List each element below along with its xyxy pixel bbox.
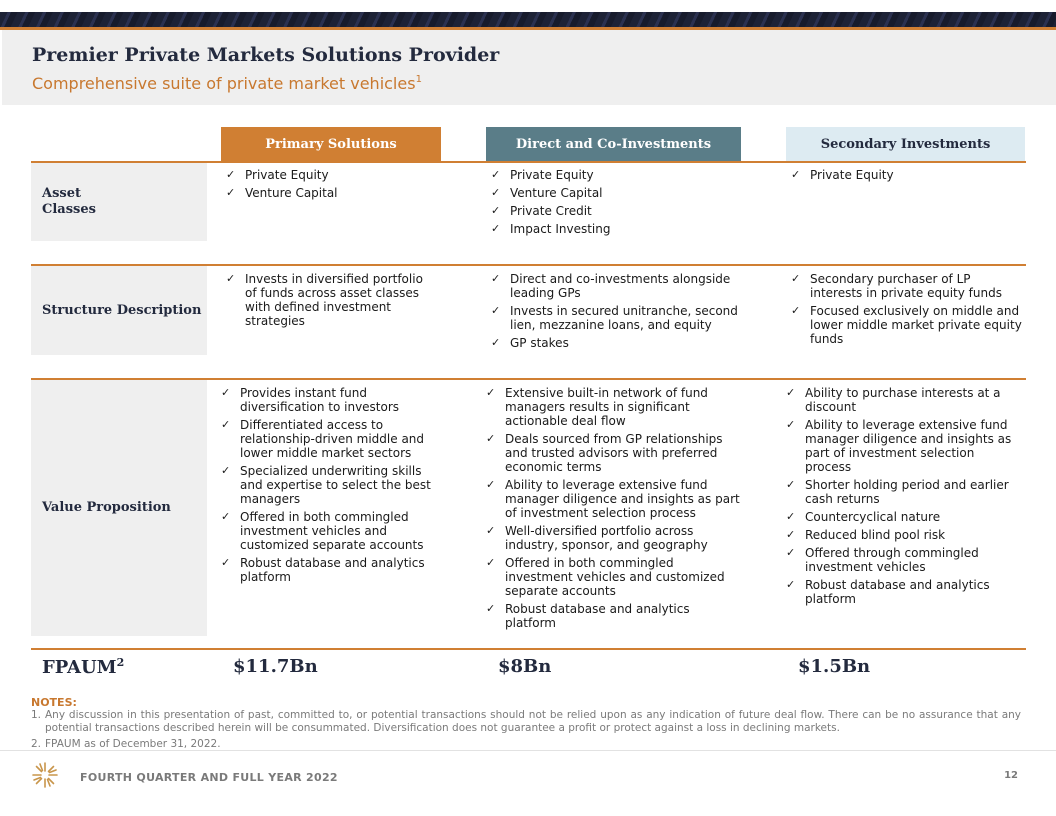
bullet-item xyxy=(786,578,1024,606)
bullet-item xyxy=(486,386,741,428)
bullet-item xyxy=(791,168,1021,182)
checkmark-icon: ✓ xyxy=(486,432,496,445)
bullet-text: Ability to leverage extensive fund manager diligence and insights as part of investment selection process xyxy=(805,418,1012,474)
value-direct-list xyxy=(486,386,741,634)
bullet-item xyxy=(486,432,741,474)
row-label-line: Classes xyxy=(42,202,96,217)
row-label-line: Asset xyxy=(42,186,81,201)
bullet-text: Venture Capital xyxy=(245,186,338,200)
bullet-text: Impact Investing xyxy=(510,222,611,236)
checkmark-icon: ✓ xyxy=(786,478,796,491)
bullet-item xyxy=(221,386,436,414)
bullet-item xyxy=(786,478,1024,506)
bullet-item xyxy=(786,510,1024,524)
note-text: Any discussion in this presentation of past, committed to, or potential transactions should not be relied upon as any indication of future deal flow. There can be no assurance that any potential transactions described herein will be consummated. Diversification does not guarantee a profit or protect against a loss in declining markets. xyxy=(45,709,1021,734)
bullet-item xyxy=(221,556,436,584)
row-divider xyxy=(31,648,1026,650)
bullet-text: Offered through commingled investment vehicles xyxy=(805,546,979,574)
bullet-text: Specialized underwriting skills and expertise to select the best managers xyxy=(240,464,431,506)
structure-primary-list xyxy=(226,272,436,332)
column-header-secondary: Secondary Investments xyxy=(786,127,1025,161)
checkmark-icon: ✓ xyxy=(786,418,796,431)
row-label-asset-classes xyxy=(31,163,207,241)
checkmark-icon: ✓ xyxy=(226,168,236,181)
checkmark-icon: ✓ xyxy=(791,272,801,285)
column-header-primary: Primary Solutions xyxy=(221,127,441,161)
checkmark-icon: ✓ xyxy=(486,386,496,399)
row-label-value: Value Proposition xyxy=(31,380,207,636)
checkmark-icon: ✓ xyxy=(226,186,236,199)
top-decorative-bar xyxy=(0,12,1056,27)
asset-classes-secondary-list xyxy=(791,168,1021,186)
note-text: FPAUM as of December 31, 2022. xyxy=(45,738,221,750)
bullet-item xyxy=(221,464,436,506)
checkmark-icon: ✓ xyxy=(491,168,501,181)
checkmark-icon: ✓ xyxy=(786,546,796,559)
footer-text: FOURTH QUARTER AND FULL YEAR 2022 xyxy=(80,771,338,784)
fpaum-direct-value: $8Bn xyxy=(498,656,552,677)
bullet-text: Ability to leverage extensive fund manager diligence and insights as part of investment selection process xyxy=(505,478,740,520)
bullet-text: Focused exclusively on middle and lower middle market private equity funds xyxy=(810,304,1022,346)
bullet-item xyxy=(486,524,741,552)
bullet-item xyxy=(226,272,436,328)
starburst-logo-icon xyxy=(32,762,58,788)
checkmark-icon: ✓ xyxy=(486,556,496,569)
fpaum-primary-value: $11.7Bn xyxy=(233,656,318,677)
fpaum-label-text: FPAUM xyxy=(42,657,117,678)
bullet-item xyxy=(491,204,736,218)
checkmark-icon: ✓ xyxy=(221,386,231,399)
bullet-text: Deals sourced from GP relationships and trusted advisors with preferred economic terms xyxy=(505,432,723,474)
checkmark-icon: ✓ xyxy=(791,168,801,181)
checkmark-icon: ✓ xyxy=(491,272,501,285)
bullet-text: GP stakes xyxy=(510,336,569,350)
bullet-item xyxy=(786,386,1024,414)
bullet-text: Ability to purchase interests at a discount xyxy=(805,386,1001,414)
structure-secondary-list xyxy=(791,272,1023,350)
bullet-item xyxy=(786,528,1024,542)
checkmark-icon: ✓ xyxy=(786,528,796,541)
bullet-text: Countercyclical nature xyxy=(805,510,941,524)
bullet-item xyxy=(786,418,1024,474)
bullet-text: Venture Capital xyxy=(510,186,603,200)
bullet-text: Invests in diversified portfolio of funds across asset classes with defined investment strategies xyxy=(245,272,423,328)
notes-title: NOTES: xyxy=(31,696,77,709)
checkmark-icon: ✓ xyxy=(491,222,501,235)
checkmark-icon: ✓ xyxy=(786,386,796,399)
asset-classes-primary-list xyxy=(226,168,436,204)
checkmark-icon: ✓ xyxy=(221,464,231,477)
bullet-text: Provides instant fund diversification to investors xyxy=(240,386,400,414)
note-number: 1. xyxy=(31,709,42,721)
bullet-text: Private Equity xyxy=(810,168,894,182)
asset-classes-direct-list xyxy=(491,168,736,240)
checkmark-icon: ✓ xyxy=(486,478,496,491)
bullet-text: Extensive built-in network of fund managers results in significant actionable deal flow xyxy=(505,386,708,428)
bullet-item xyxy=(226,168,436,182)
bullet-item xyxy=(491,272,741,300)
bullet-item xyxy=(791,272,1023,300)
bullet-item xyxy=(226,186,436,200)
note-number: 2. xyxy=(31,738,42,750)
checkmark-icon: ✓ xyxy=(491,336,501,349)
bullet-text: Secondary purchaser of LP interests in private equity funds xyxy=(810,272,1002,300)
bullet-item xyxy=(491,336,741,350)
structure-direct-list xyxy=(491,272,741,354)
checkmark-icon: ✓ xyxy=(221,418,231,431)
fpaum-footnote-ref: 2 xyxy=(116,656,125,669)
bullet-item xyxy=(491,186,736,200)
row-label-structure: Structure Description xyxy=(31,266,207,355)
fpaum-label xyxy=(42,656,124,678)
checkmark-icon: ✓ xyxy=(486,524,496,537)
value-secondary-list xyxy=(786,386,1024,610)
bullet-item xyxy=(221,418,436,460)
checkmark-icon: ✓ xyxy=(491,186,501,199)
checkmark-icon: ✓ xyxy=(226,272,236,285)
checkmark-icon: ✓ xyxy=(221,510,231,523)
bullet-text: Shorter holding period and earlier cash returns xyxy=(805,478,1009,506)
bullet-item xyxy=(786,546,1024,574)
bullet-item xyxy=(491,304,741,332)
checkmark-icon: ✓ xyxy=(786,578,796,591)
bullet-item xyxy=(486,478,741,520)
bullet-text: Reduced blind pool risk xyxy=(805,528,946,542)
bullet-text: Offered in both commingled investment vehicles and customized separate accounts xyxy=(240,510,424,552)
bullet-text: Private Equity xyxy=(510,168,594,182)
bullet-text: Robust database and analytics platform xyxy=(805,578,990,606)
checkmark-icon: ✓ xyxy=(486,602,496,615)
fpaum-secondary-value: $1.5Bn xyxy=(798,656,871,677)
bullet-item xyxy=(791,304,1023,346)
bullet-text: Differentiated access to relationship-driven middle and lower middle market sectors xyxy=(240,418,425,460)
subtitle-text: Comprehensive suite of private market vehicles xyxy=(32,74,416,93)
bullet-text: Private Equity xyxy=(245,168,329,182)
bullet-text: Invests in secured unitranche, second lien, mezzanine loans, and equity xyxy=(510,304,738,332)
footer-divider xyxy=(0,750,1056,751)
bullet-text: Robust database and analytics platform xyxy=(240,556,425,584)
bullet-text: Well-diversified portfolio across industry, sponsor, and geography xyxy=(505,524,708,552)
bullet-item xyxy=(221,510,436,552)
header-band xyxy=(2,30,1056,105)
bullet-item xyxy=(491,222,736,236)
checkmark-icon: ✓ xyxy=(491,204,501,217)
checkmark-icon: ✓ xyxy=(791,304,801,317)
bullet-item xyxy=(491,168,736,182)
checkmark-icon: ✓ xyxy=(221,556,231,569)
bullet-item xyxy=(486,602,741,630)
page-subtitle xyxy=(32,74,422,93)
checkmark-icon: ✓ xyxy=(786,510,796,523)
page-title: Premier Private Markets Solutions Provider xyxy=(32,44,500,66)
subtitle-footnote-ref: 1 xyxy=(415,73,422,85)
bullet-text: Offered in both commingled investment vehicles and customized separate accounts xyxy=(505,556,725,598)
column-header-direct: Direct and Co-Investments xyxy=(486,127,741,161)
value-primary-list xyxy=(221,386,436,588)
page-number: 12 xyxy=(1004,770,1018,781)
bullet-item xyxy=(486,556,741,598)
checkmark-icon: ✓ xyxy=(491,304,501,317)
note-item xyxy=(31,709,1021,735)
notes-list xyxy=(31,709,1021,754)
bullet-text: Direct and co-investments alongside leading GPs xyxy=(510,272,731,300)
bullet-text: Private Credit xyxy=(510,204,592,218)
bullet-text: Robust database and analytics platform xyxy=(505,602,690,630)
